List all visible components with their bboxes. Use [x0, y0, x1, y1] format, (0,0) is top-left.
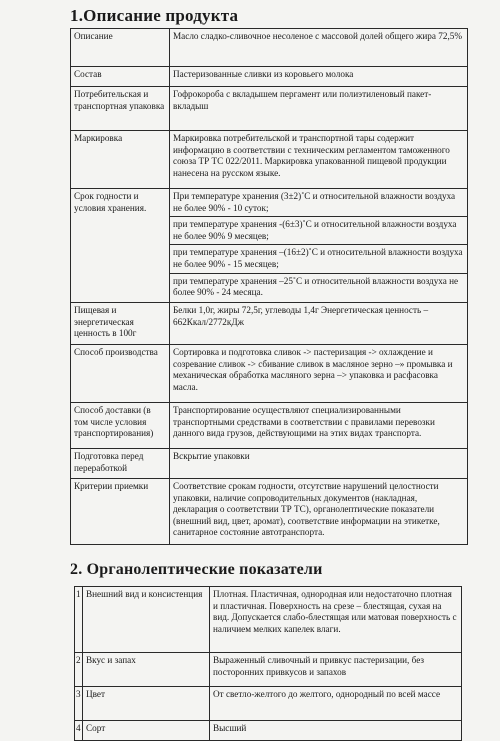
value-text: Соответствие срокам годности, отсутствие нарушений целостности упаковки, наличие сопроводительных документов (накладная, декларация о соответствии ТР ТС), органолептические показатели (внешний вид, цвет, аромат), соответствие информации на этикетке, санитарное состояние автотранспорта. — [173, 481, 440, 538]
value-text: при температуре хранения –(16±2)˚С и относительной влажности воздуха не более 90% - 15 месяцев; — [170, 244, 467, 270]
row-value — [170, 87, 468, 131]
row-label: Описание — [71, 29, 170, 67]
value-text: Пастеризованные сливки из коровьего молока — [173, 69, 354, 79]
table-row — [71, 479, 468, 545]
value-text: Маркировка потребительской и транспортной тары содержит информацию в соответствии с техническим регламентом таможенного союза ТР ТС 022/2011. Маркировка упакованной пищевой продукции нанесена на русском языке. — [173, 133, 450, 178]
value-text: Транспортирование осуществляют специализированными транспортными средствами в соответствии с правилами перевозки данного вида грузов, действующими на этих видах транспорта. — [173, 405, 435, 439]
row-value — [170, 189, 468, 303]
row-value — [170, 303, 468, 345]
value-text: Сортировка и подготовка сливок -> пастеризация -> охлаждение и созревание сливок -> сбивание сливок в масляное зерно –» промывка и механическая обработка масляного зерна –> упаковка и расфасовка масла. — [173, 347, 453, 392]
row-label: Способ производства — [71, 345, 170, 403]
value-text: При температуре хранения (3±2)˚С и относительной влажности воздуха не более 90% - 10 суток; — [173, 191, 456, 213]
row-value — [170, 67, 468, 87]
row-number: 1 — [75, 587, 83, 653]
table-row — [71, 87, 468, 131]
row-label: Пищевая и энергетическая ценность в 100г — [71, 303, 170, 345]
row-number: 2 — [75, 653, 83, 687]
table-row — [75, 721, 462, 741]
row-label: Критерии приемки — [71, 479, 170, 545]
table-row — [71, 189, 468, 303]
value-text: Масло сладко-сливочное несоленое с массовой долей общего жира 72,5% — [173, 31, 463, 41]
table-row — [75, 653, 462, 687]
row-value — [170, 479, 468, 545]
row-label: Потребительская и транспортная упаковка — [71, 87, 170, 131]
value-text: при температуре хранения -(6±3)˚С и относительной влажности воздуха не более 90% 9 месяцев; — [170, 216, 467, 242]
product-description-table — [70, 28, 468, 545]
row-label: Сорт — [83, 721, 210, 741]
organoleptic-table — [74, 586, 462, 741]
row-value — [170, 403, 468, 449]
table-row — [75, 687, 462, 721]
row-number: 3 — [75, 687, 83, 721]
row-number: 4 — [75, 721, 83, 741]
row-label: Состав — [71, 67, 170, 87]
row-value: От светло-желтого до желтого, однородный по всей массе — [210, 687, 462, 721]
row-label: Цвет — [83, 687, 210, 721]
section-title-description: 1.Описание продукта — [70, 6, 239, 25]
value-text: Гофрокоробa с вкладышем пергамент или полиэтиленовый пакет-вкладыш — [173, 89, 432, 111]
row-value — [170, 131, 468, 189]
row-label: Способ доставки (в том числе условия транспортирования) — [71, 403, 170, 449]
row-label: Срок годности и условия хранения. — [71, 189, 170, 303]
value-text: Вскрытие упаковки — [173, 451, 250, 461]
row-value: Высший — [210, 721, 462, 741]
row-label: Вкус и запах — [83, 653, 210, 687]
row-label: Подготовка перед переработкой — [71, 449, 170, 479]
table-row — [71, 403, 468, 449]
row-value — [170, 29, 468, 67]
row-value: Выраженный сливочный и привкус пастеризации, без посторонних привкусов и запахов — [210, 653, 462, 687]
row-value — [170, 449, 468, 479]
row-label: Внешний вид и консистенция — [83, 587, 210, 653]
value-text: при температуре хранения –25˚С и относительной влажности воздуха не более 90% - 24 месяца. — [170, 273, 467, 299]
section-title-organoleptic: 2. Органолептические показатели — [70, 561, 323, 578]
value-text: Белки 1,0г, жиры 72,5г, углеводы 1,4г Энергетическая ценность – 662Ккал/2772кДж — [173, 305, 429, 327]
row-label: Маркировка — [71, 131, 170, 189]
table-row — [71, 303, 468, 345]
row-value: Плотная. Пластичная, однородная или недостаточно плотная и пластичная. Поверхность на срезе – блестящая, сухая на вид. Допускается слабо-блестящая или матовая поверхность с наличием мелких капелек влаги. — [210, 587, 462, 653]
table-row — [71, 345, 468, 403]
table-row — [71, 29, 468, 67]
table-row — [71, 131, 468, 189]
table-row — [71, 67, 468, 87]
table-row — [71, 449, 468, 479]
row-value — [170, 345, 468, 403]
table-row — [75, 587, 462, 653]
